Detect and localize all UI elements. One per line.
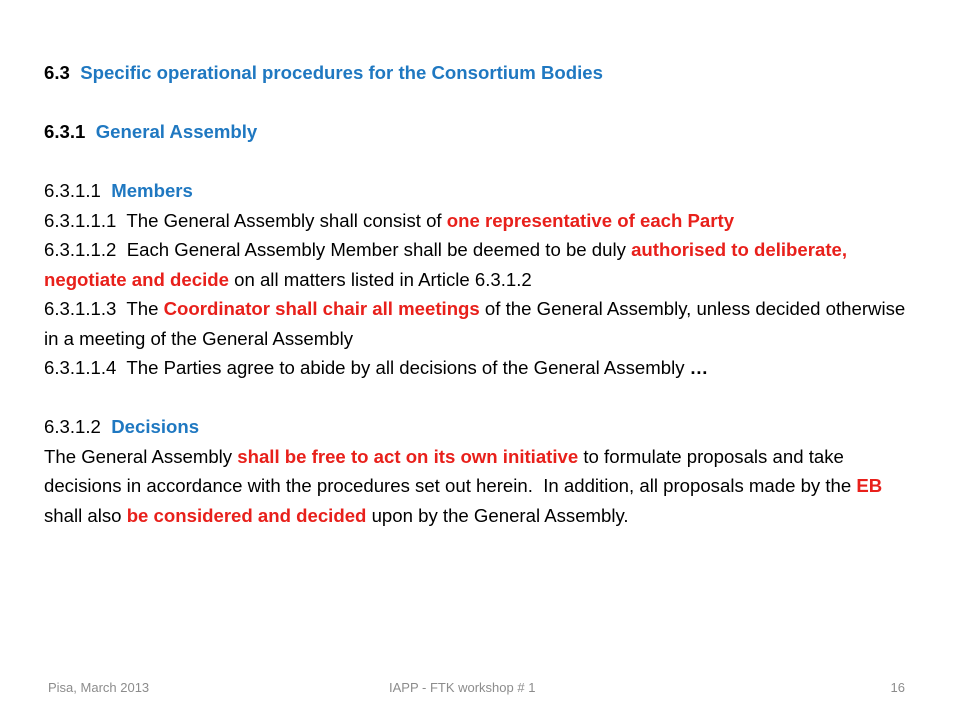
clause-6-3-1-1-3 [44, 294, 924, 353]
subsection-number: 6.3.1 [44, 121, 86, 142]
decisions-heading [44, 412, 924, 442]
section-number: 6.3 [44, 62, 70, 83]
clause-text-tail: of the General Assembly, unless decided otherwise in a meeting of the General Assembly [44, 298, 911, 349]
footer-date: Pisa, March 2013 [48, 680, 150, 695]
spacer [44, 383, 924, 413]
clause-number: 6.3.1.1.4 [44, 357, 117, 378]
members-heading [44, 176, 924, 206]
decisions-number: 6.3.1.2 [44, 416, 101, 437]
decisions-highlight: shall be free to act on its own initiative [237, 445, 579, 467]
clause-text: The Parties agree to abide by all decisions of the General Assembly [126, 357, 690, 378]
clause-number: 6.3.1.1.3 [44, 298, 117, 319]
clause-number: 6.3.1.1.1 [44, 209, 117, 231]
spacer [44, 147, 924, 177]
decisions-paragraph [44, 442, 924, 531]
decisions-text: The General Assembly [44, 445, 238, 467]
clause-6-3-1-1-2 [44, 235, 924, 294]
footer-title: IAPP - FTK workshop # 1 [389, 680, 536, 695]
members-title: Members [111, 180, 193, 201]
section-heading [44, 58, 924, 88]
clause-text-tail: on all matters listed in Article 6.3.1.2 [228, 268, 532, 290]
clause-6-3-1-1-1 [44, 206, 924, 236]
subsection-title: General Assembly [95, 121, 258, 142]
clause-highlight: authorised to deliberate, negotiate and decide [44, 239, 853, 290]
eb-highlight: EB [856, 475, 883, 496]
section-title: Specific operational procedures for the Consortium Bodies [80, 62, 603, 83]
spacer [44, 88, 924, 118]
members-number: 6.3.1.1 [44, 180, 101, 201]
decisions-text: to formulate proposals and take decisions in accordance with the procedures set out herein. In addition, all proposals made by the [44, 445, 857, 496]
decisions-title: Decisions [111, 416, 200, 437]
clause-number: 6.3.1.1.2 [44, 239, 117, 260]
decisions-text: upon by the General Assembly. [366, 504, 629, 526]
clause-highlight: Coordinator shall chair all meetings [163, 298, 480, 319]
clause-highlight: one representative of each Party [446, 209, 735, 231]
clause-text: The General Assembly shall consist of [126, 209, 447, 231]
slide-body [44, 58, 924, 530]
ellipsis: … [689, 357, 709, 378]
clause-text: The [126, 298, 164, 319]
subsection-heading [44, 117, 924, 147]
page-number: 16 [890, 680, 905, 695]
clause-6-3-1-1-4 [44, 353, 924, 383]
decisions-highlight: be considered and decided [126, 504, 367, 526]
clause-text: Each General Assembly Member shall be deemed to be duly [126, 239, 632, 260]
decisions-text: shall also [44, 475, 888, 526]
